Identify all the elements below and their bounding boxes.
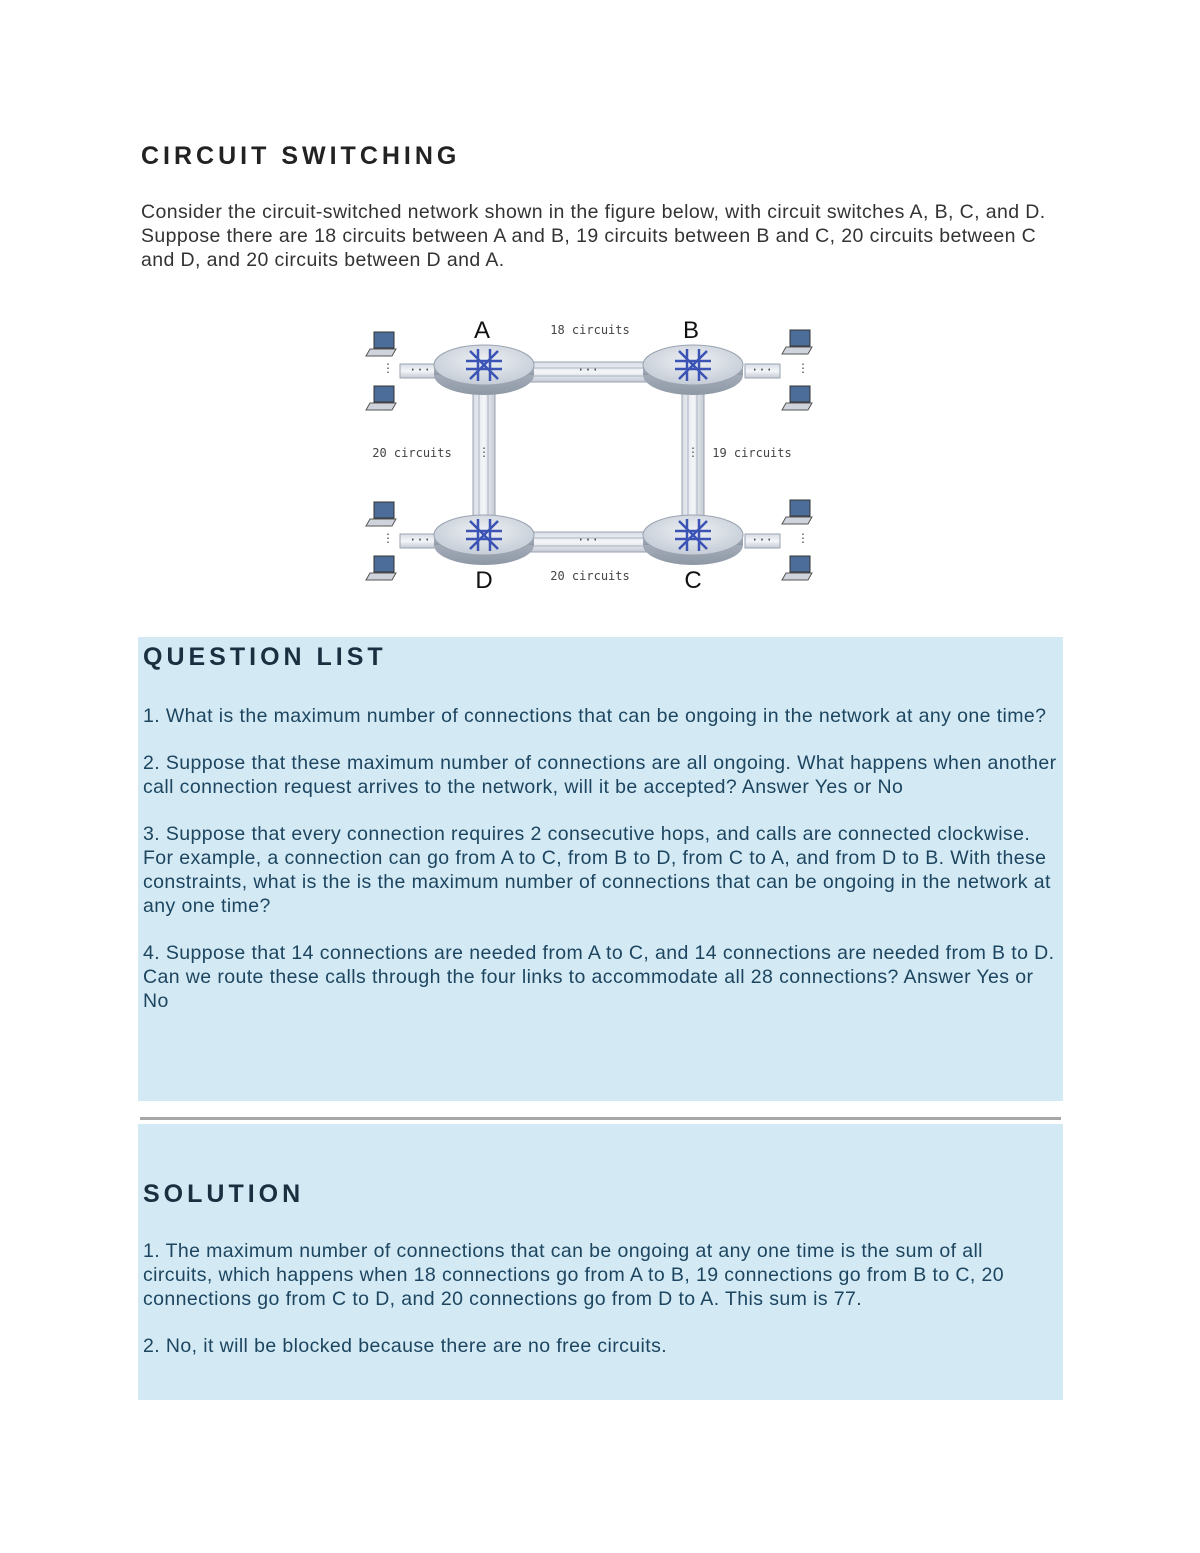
- node-label-a: A: [473, 317, 491, 344]
- link-d-c: [520, 532, 650, 552]
- switch-b-icon: [643, 345, 743, 395]
- svg-text:···: ···: [409, 533, 431, 547]
- svg-text:⋮: ⋮: [478, 445, 490, 459]
- question-item: 3. Suppose that every connection requires 2 consecutive hops, and calls are connected clockwise. For example, a connection can go from A to C, from B to D, from C to A, and from D to B. With these constraints, what is the is the maximum number of connections that can be ongoing in the network at any one time?: [143, 823, 1051, 917]
- svg-text:···: ···: [751, 533, 773, 547]
- question-item: 2. Suppose that these maximum number of connections are all ongoing. What happens when another call connection request arrives to the network, will it be accepted? Answer Yes or No: [143, 752, 1057, 798]
- link-b-c: [682, 390, 704, 525]
- link-label-bc: 19 circuits: [712, 446, 792, 460]
- node-label-c: C: [684, 567, 702, 594]
- svg-text:···: ···: [751, 363, 773, 377]
- section-divider: [140, 1117, 1061, 1120]
- question-list-heading: QUESTION LIST: [143, 643, 387, 671]
- link-label-cd: 20 circuits: [550, 569, 630, 583]
- network-diagram: [360, 310, 820, 595]
- svg-text:⋮: ⋮: [687, 445, 699, 459]
- question-item: 4. Suppose that 14 connections are needed from A to C, and 14 connections are needed from B to D. Can we route these calls through the four links to accommodate all 28 connections? Answer Yes or No: [143, 942, 1055, 1012]
- switch-c-icon: [643, 515, 743, 565]
- node-label-b: B: [682, 317, 700, 344]
- intro-paragraph: Consider the circuit-switched network shown in the figure below, with circuit switches A, B, C, and D. Suppose there are 18 circuits between A and B, 19 circuits between B and C, 20 circuits between C and D, and 20 circuits between D and A.: [141, 201, 1046, 271]
- svg-text:⋮: ⋮: [797, 361, 809, 375]
- network-diagram-svg: [360, 310, 820, 595]
- svg-text:···: ···: [409, 363, 431, 377]
- svg-text:⋮: ⋮: [797, 531, 809, 545]
- link-a-b: [520, 362, 650, 382]
- svg-text:⋮: ⋮: [382, 361, 394, 375]
- svg-text:···: ···: [577, 363, 599, 377]
- switch-d-icon: [434, 515, 534, 565]
- link-a-d: [473, 390, 495, 525]
- link-label-da: 20 circuits: [372, 446, 452, 460]
- solution-item: 1. The maximum number of connections that can be ongoing at any one time is the sum of all circuits, which happens when 18 connections go from A to B, 19 connections go from B to C, 20 connections go from C to D, and 20 connections go from D to A. This sum is 77.: [143, 1240, 1004, 1310]
- solution-section: [138, 1124, 1063, 1400]
- switch-a-icon: [434, 345, 534, 395]
- page-title: CIRCUIT SWITCHING: [141, 142, 461, 170]
- link-label-ab: 18 circuits: [550, 323, 630, 337]
- question-item: 1. What is the maximum number of connections that can be ongoing in the network at any one time?: [143, 705, 1047, 727]
- svg-text:···: ···: [577, 533, 599, 547]
- svg-text:⋮: ⋮: [382, 531, 394, 545]
- solution-item: 2. No, it will be blocked because there are no free circuits.: [143, 1335, 668, 1357]
- solution-heading: SOLUTION: [143, 1180, 305, 1208]
- question-list-section: [138, 637, 1063, 1101]
- node-label-d: D: [475, 567, 493, 594]
